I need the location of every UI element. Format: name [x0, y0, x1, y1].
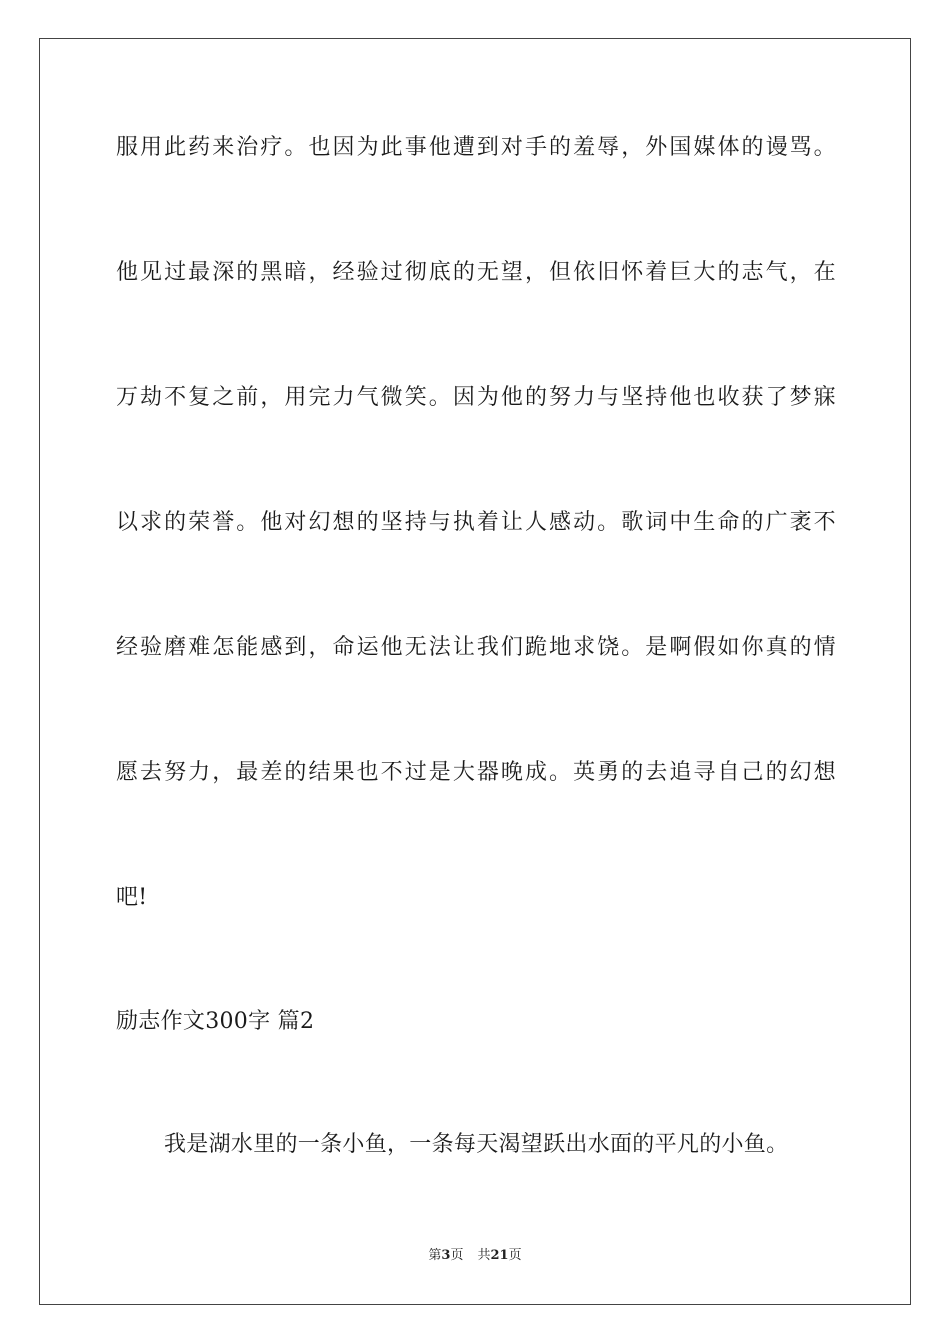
footer-total-prefix: 共	[477, 1248, 491, 1263]
body-line-6: 愿去努力，最差的结果也不过是大器晚成。英勇的去追寻自己的幻想	[116, 760, 836, 785]
body-line-7: 吧!	[116, 885, 148, 910]
page-border	[39, 38, 911, 1305]
footer-page-suffix: 页	[450, 1248, 464, 1263]
footer-page-number: 3	[441, 1248, 451, 1263]
section-first-line: 我是湖水里的一条小鱼，一条每天渴望跃出水面的平凡的小鱼。	[164, 1132, 789, 1157]
footer-page-prefix: 第	[428, 1248, 442, 1263]
body-line-4: 以求的荣誉。他对幻想的坚持与执着让人感动。歌词中生命的广袤不	[116, 510, 836, 535]
body-line-3: 万劫不复之前，用完力气微笑。因为他的努力与坚持他也收获了梦寐	[116, 385, 836, 410]
body-line-1: 服用此药来治疗。也因为此事他遭到对手的羞辱，外国媒体的谩骂。	[116, 135, 836, 160]
footer-total-suffix: 页	[508, 1248, 522, 1263]
footer-total-pages: 21	[490, 1248, 509, 1263]
body-line-2: 他见过最深的黑暗，经验过彻底的无望，但依旧怀着巨大的志气，在	[116, 260, 836, 285]
page-footer	[0, 1247, 950, 1265]
body-line-5: 经验磨难怎能感到，命运他无法让我们跪地求饶。是啊假如你真的情	[116, 635, 836, 660]
section-heading: 励志作文300字 篇2	[116, 1009, 315, 1034]
